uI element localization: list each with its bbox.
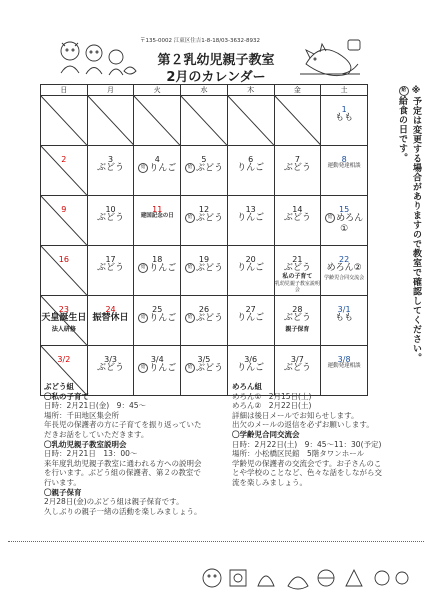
day-cell — [87, 296, 134, 346]
empty-slash — [41, 246, 87, 295]
weekday-4: 木 — [227, 85, 274, 96]
day-cell — [227, 146, 274, 196]
event-heading: 〇私の子育て — [44, 391, 89, 401]
day-cell — [41, 246, 88, 296]
footer-icons — [196, 562, 420, 592]
note-line: だきお話をしていただきます。 — [44, 429, 149, 439]
day-cell — [321, 196, 368, 246]
day-label: 運動発達相談 — [327, 363, 361, 369]
note-line: 来年度乳幼児親子教室に通われる方への説明会 — [44, 458, 202, 468]
event-heading: 〇学齢児合同交流会 — [232, 429, 300, 439]
calendar-table — [40, 84, 368, 396]
note-line: 年長児の保護者の方に子育てを振り返っていた — [44, 420, 202, 430]
day-number: 3/8 — [337, 355, 351, 364]
page-subtitle: 2月のカレンダー — [166, 70, 266, 85]
weekday-2: 火 — [134, 85, 181, 96]
day-label: りんご — [237, 163, 265, 173]
day-cell — [41, 196, 88, 246]
day-number: 6 — [248, 155, 254, 164]
day-number: 1 — [341, 105, 347, 114]
day-label: めろん① — [336, 213, 364, 234]
day-label: 振替休日 — [92, 313, 129, 323]
day-label: ぶどう — [195, 163, 223, 174]
kyushoku-icon: 給 — [185, 163, 195, 173]
day-cell — [87, 146, 134, 196]
kyushoku-icon: 給 — [138, 163, 148, 173]
day-note: 学齢児合同交流会 — [324, 275, 365, 281]
empty-slash — [181, 96, 227, 145]
day-number: 5 — [201, 155, 207, 164]
day-label: ぶどう — [283, 313, 311, 323]
note-line: 学齢児の保護者の交流会です。お子さんのこ — [232, 458, 382, 468]
week-row — [41, 196, 368, 246]
day-number: 3/4 — [150, 355, 164, 364]
day-cell — [87, 96, 134, 146]
day-cell — [321, 296, 368, 346]
weekday-header-row — [41, 85, 368, 96]
day-label: もも — [335, 313, 354, 323]
left-notes — [44, 382, 224, 516]
day-label: もも — [335, 113, 354, 123]
side-note — [396, 86, 421, 376]
day-number: 25 — [152, 305, 163, 314]
day-cell — [227, 296, 274, 346]
day-cell — [274, 96, 321, 146]
note-line: めろん② 2月22日(土) — [232, 401, 312, 411]
note-line: 2月28日(金)のぶどう組は親子保育です。 — [44, 497, 184, 507]
day-number: 7 — [294, 155, 300, 164]
kyushoku-icon: 給 — [138, 363, 148, 373]
page-title: 第２乳幼児親子教室 — [157, 53, 275, 68]
day-number: 18 — [152, 255, 163, 264]
week-row — [41, 146, 368, 196]
day-number: 27 — [245, 305, 256, 314]
day-label: ぶどう — [97, 363, 125, 373]
day-cell — [134, 96, 181, 146]
day-cell — [134, 296, 181, 346]
address: 〒135-0002 江東区住吉1-8-18/03-3632-8932 — [140, 38, 261, 44]
day-number: 21 — [292, 255, 303, 264]
day-cell — [181, 196, 228, 246]
note-line: を行います。ぶどう組の保護者、第２の教室で — [44, 468, 201, 478]
day-cell — [41, 96, 88, 146]
day-cell — [321, 146, 368, 196]
day-cell — [181, 246, 228, 296]
note-line: 日時：2月21日 13：00～ — [44, 449, 138, 459]
day-label: 運動発達相談 — [327, 163, 361, 169]
day-number: 3/5 — [197, 355, 211, 364]
kyushoku-icon: 給 — [325, 213, 335, 223]
side-note-text: ※予定は変更する場合がありますので教室で確認してください。 — [411, 86, 421, 363]
kyushoku-icon: 給 — [138, 263, 148, 273]
day-cell — [274, 196, 321, 246]
day-number: 9 — [61, 205, 67, 214]
empty-slash — [88, 96, 134, 145]
day-note: 法人研修 — [51, 326, 76, 333]
day-number: 23 — [58, 305, 69, 314]
day-label: りんご — [149, 263, 177, 274]
kyushoku-icon: 給 — [185, 263, 195, 273]
kyushoku-icon: 給 — [399, 86, 409, 96]
day-label: ぶどう — [283, 363, 311, 373]
day-number: 12 — [198, 205, 210, 214]
empty-slash — [41, 146, 87, 195]
note-line: 流を楽しみましょう。 — [232, 477, 307, 487]
day-number: 2 — [61, 155, 67, 164]
day-label: りんご — [149, 313, 177, 324]
day-number: 19 — [198, 255, 210, 264]
day-label: りんご — [237, 263, 265, 273]
day-number: 3/3 — [104, 355, 117, 364]
week-row — [41, 96, 368, 146]
day-cell — [321, 246, 368, 296]
day-number: 17 — [105, 255, 116, 264]
day-number: 24 — [105, 305, 116, 314]
day-cell — [41, 296, 88, 346]
day-label: ぶどう — [195, 263, 223, 274]
day-cell — [227, 96, 274, 146]
day-cell — [181, 146, 228, 196]
weekday-3: 水 — [181, 85, 228, 96]
day-cell — [134, 146, 181, 196]
kyushoku-icon: 給 — [185, 213, 195, 223]
note-line: 詳細は後日メールでお知らせします。 — [232, 410, 359, 420]
day-cell — [134, 246, 181, 296]
note-line: とや学校のことなど、色々な話をしながら交 — [232, 468, 382, 478]
day-cell — [321, 96, 368, 146]
section-heading: ぶどう組 — [44, 382, 74, 391]
day-number: 3/7 — [290, 355, 304, 364]
day-note: 親子保育 — [285, 326, 310, 333]
day-number: 15 — [339, 205, 350, 214]
event-heading: 〇乳幼児親子教室説明会 — [44, 439, 127, 449]
day-label: ぶどう — [283, 263, 311, 273]
empty-slash — [134, 96, 180, 145]
day-label: ぶどう — [195, 313, 223, 324]
kyushoku-icon: 給 — [138, 313, 148, 323]
empty-slash — [41, 196, 87, 245]
side-note-kyushoku: 給食の日です。 — [397, 96, 407, 163]
day-cell — [134, 196, 181, 246]
day-cell — [41, 146, 88, 196]
note-line: 日時：2月22日(土) 9：45～11：30(予定) — [232, 439, 382, 449]
day-number: 3 — [108, 155, 114, 164]
day-cell — [87, 196, 134, 246]
day-number: 20 — [245, 255, 256, 264]
day-label: りんご — [237, 213, 265, 223]
day-number: 8 — [341, 155, 347, 164]
empty-slash — [275, 96, 321, 145]
day-label: めろん② — [326, 263, 362, 273]
empty-slash — [41, 96, 87, 145]
note-line: めろん① 2月15日(土) — [232, 391, 312, 401]
day-number: 3/6 — [244, 355, 258, 364]
day-cell — [87, 246, 134, 296]
kyushoku-icon: 給 — [185, 363, 195, 373]
kyushoku-icon: 給 — [185, 313, 195, 323]
day-number: 13 — [245, 205, 256, 214]
weekday-1: 月 — [87, 85, 134, 96]
note-line: 行います。 — [44, 477, 81, 487]
day-number: 11 — [152, 205, 163, 214]
day-number: 3/2 — [57, 355, 71, 364]
day-label: ぶどう — [97, 163, 125, 173]
day-number: 4 — [154, 155, 160, 164]
day-number: 16 — [58, 255, 69, 264]
empty-slash — [228, 96, 274, 145]
day-label: ぶどう — [97, 213, 125, 223]
event-heading: 〇親子保育 — [44, 487, 82, 497]
day-label: ぶどう — [195, 363, 223, 374]
day-cell — [227, 196, 274, 246]
day-number: 10 — [105, 205, 116, 214]
day-note-2: 乳幼児親子教室説明会 — [274, 281, 320, 293]
day-number: 3/1 — [337, 305, 351, 314]
weekday-6: 土 — [321, 85, 368, 96]
note-line: 場所：千田地区集会所 — [44, 410, 119, 420]
note-line: 場所：小松橋区民館 5階タワンホール — [232, 449, 365, 459]
day-cell — [274, 146, 321, 196]
note-line: 出欠のメールの返信を必ずお願いします。 — [232, 420, 374, 430]
divider — [8, 541, 424, 543]
weekday-0: 日 — [41, 85, 88, 96]
section-heading: めろん組 — [232, 382, 262, 391]
day-label: りんご — [149, 363, 177, 374]
day-number: 26 — [198, 305, 210, 314]
day-note: 私の子育て — [282, 273, 313, 280]
day-cell — [181, 96, 228, 146]
day-cell — [227, 246, 274, 296]
day-cell — [274, 246, 321, 296]
day-label: りんご — [237, 313, 265, 323]
day-label: ぶどう — [283, 163, 311, 173]
day-label: 天皇誕生日 — [41, 313, 87, 323]
week-row — [41, 296, 368, 346]
right-notes — [232, 382, 422, 488]
day-number: 14 — [292, 205, 303, 214]
note-line: 久しぶりの親子一緒の活動を楽しみましょう。 — [44, 506, 202, 516]
day-number: 28 — [292, 305, 303, 314]
day-label: ぶどう — [283, 213, 311, 223]
weekday-5: 金 — [274, 85, 321, 96]
day-label: りんご — [149, 163, 177, 174]
day-label: 建国記念の日 — [140, 213, 174, 219]
day-label: りんご — [237, 363, 265, 373]
day-cell — [181, 296, 228, 346]
day-label: ぶどう — [97, 263, 125, 273]
day-cell — [274, 296, 321, 346]
day-label: ぶどう — [195, 213, 223, 224]
note-line: 日時：2月21日(金) 9：45～ — [44, 401, 146, 411]
day-number: 22 — [339, 255, 350, 264]
week-row — [41, 246, 368, 296]
